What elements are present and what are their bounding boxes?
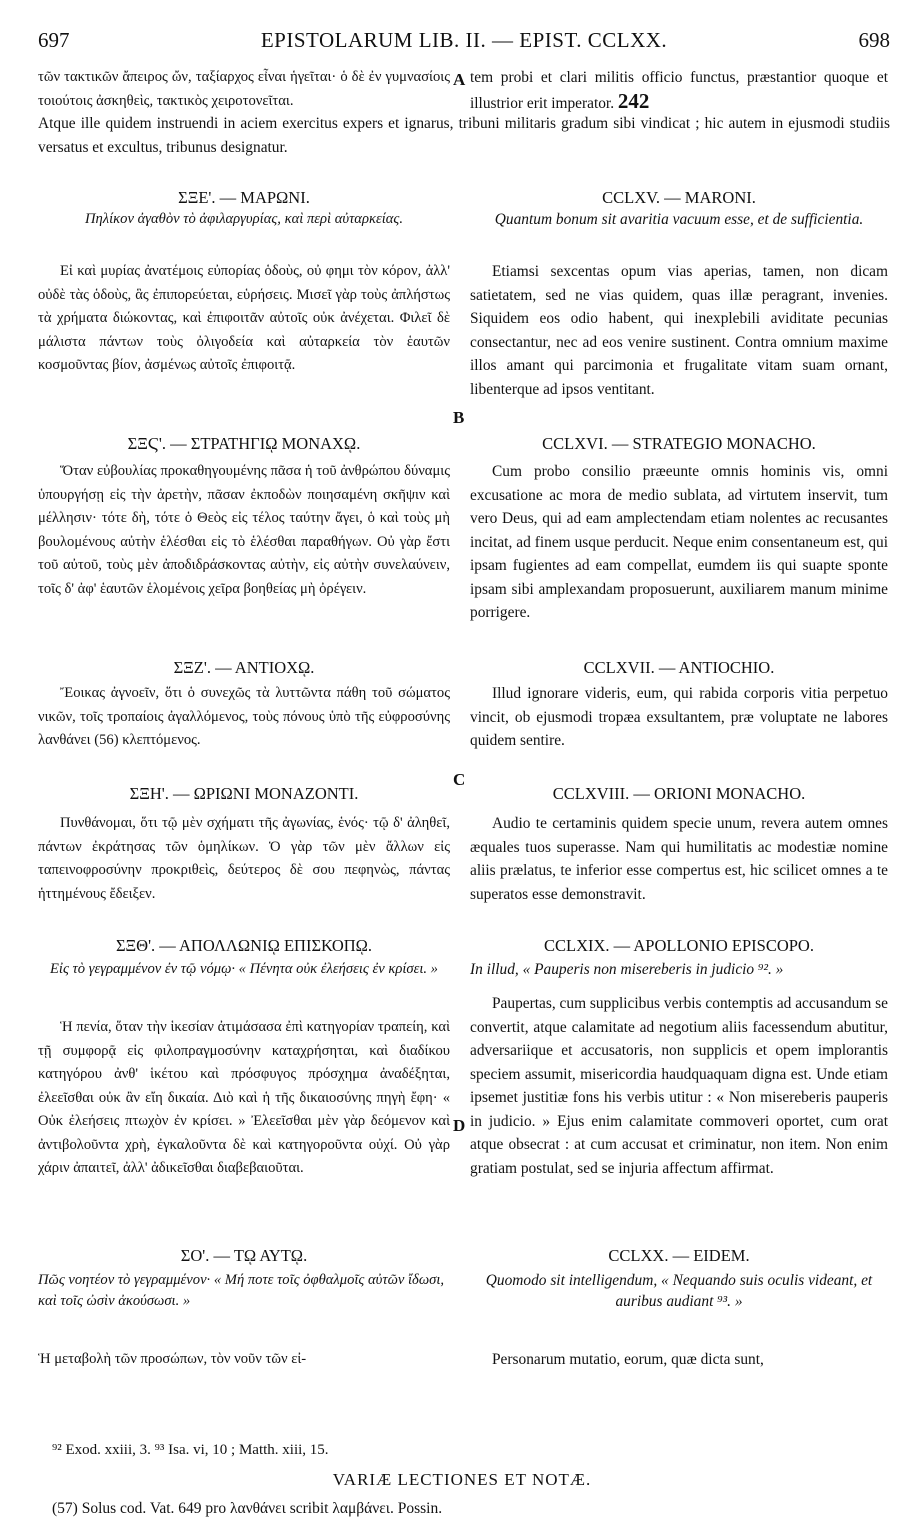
latin-intro-continuation-text: Atque ille quidem instruendi in aciem exercitus expers et ignarus, tribuni militaris gradum sibi vindicat ; hic autem in ejusmodi studiis versatus et excultus, tribunus designatur.: [38, 115, 890, 156]
latin-text-267: Illud ignorare videris, eum, qui rabida corporis vitia perpetuo vincit, ob ejusmodi tropæa exsultantem, præ voluptate ne labores quidem sentire.: [470, 685, 888, 749]
variae-lectiones-heading: VARIÆ LECTIONES ET NOTÆ.: [332, 1470, 592, 1489]
margin-marker-b: B: [453, 408, 465, 427]
latin-text-270: Personarum mutatio, eorum, quæ dicta sunt,: [492, 1351, 764, 1368]
greek-text-265: Εἰ καὶ μυρίας ἀνατέμοις εὐπορίας ὁδοὺς, οὐ φημι τὸν κόρον, ἀλλ' οὐδὲ τὰς ὁδοὺς, ἃς ἐπιπορεύεται, εὑρήσεις. Μισεῖ γὰρ τοὺς ἀπλήστως τὰ χρήματα διώκοντας, καὶ ἐπιφοιτᾶν αὐτοῖς οὐκ ἀνέχεται. Φιλεῖ δὲ μάλιστα πάντων τοὺς ὀλιγοδεία καὶ αὐταρκεία τὸν ἑαυτῶν κοσμοῦντας βίον, ἀσμένως αὐτοῖς ἐπιφοιτᾷ.: [38, 263, 450, 373]
greek-intro: τῶν τακτικῶν ἄπειρος ὤν, ταξίαρχος εἶναι ἡγεῖται· ὁ δὲ ἐν γυμνασίοις τοιούτοις ἀσκηθεὶς, τακτικὸς χειροτονεῖται.: [38, 69, 450, 109]
greek-text-270: Ἡ μεταβολὴ τῶν προσώπων, τὸν νοῦν τῶν εἰ-: [38, 1351, 307, 1367]
greek-heading-265: ΣΞΕ'. — ΜΑΡΩΝΙ.: [178, 188, 310, 207]
latin-subtitle-270: Quomodo sit intelligendum, « Nequando suis oculis videant, et auribus audiant ⁹³. »: [485, 1272, 873, 1310]
latin-subtitle-265: Quantum bonum sit avaritia vacuum esse, et de sufficientia.: [494, 211, 864, 228]
latin-text-265: Etiamsi sexcentas opum vias aperias, tamen, non dicam satietatem, sed ne vias quidem, quas illæ peragrant, invenies. Siquidem eos odio habent, qui inexplebili aviditate pecunias consectantur, nec ad eos venire sustinent. Contra omnium maxime illos amant qui parcimonia et frugalitate vitam suam ornant, libenterque ad ipsos ventitant.: [470, 263, 888, 398]
greek-heading-268: ΣΞΗ'. — ΩΡΙΩΝΙ ΜΟΝΑΖΟΝΤΙ.: [129, 784, 359, 803]
column-number-242: 242: [617, 88, 650, 113]
latin-text-266: Cum probo consilio præeunte omnis hominis vis, omni excusatione ac mora de medio sublata, ad virtutem inservit, tum vero Deus, qui ad eam amplectendam etiam nolentes ac recusantes incitat, ad finem usque perducit. Neque enim consentaneum est, qui ipsam fugientes ad eam compellat, eumdem iis qui suapte sponte ipsam sibi amplexandam proposuerunt, auxiliarem manum minime porrigere.: [470, 463, 888, 621]
greek-heading-266: ΣΞϚ'. — ΣΤΡΑΤΗΓΙῼ ΜΟΝΑΧῼ.: [127, 434, 361, 453]
latin-intro-a: tem probi et clari militis officio functus, præstantior quoque et illustrior erit imperator.: [470, 69, 888, 112]
greek-text-266: Ὅταν εὐβουλίας προκαθηγουμένης πᾶσα ἡ τοῦ ἀνθρώπου δύναμις ὑπουργήσῃ εἰς τὴν ἀρετὴν, πᾶσαν ἐκποδὼν ποιησαμένη σκῆψιν καὶ μέλλησιν· τότε δὴ, τότε ὁ Θεὸς εἰς τέλος ταύτην ἄγει, ὁ καὶ τοὺς μὴ βουλομένους αὐτὴν ἑλέσθαι εἰς τὸ ἑλέσθαι παραθήγων. Οὐ γὰρ ἔστι τοῦ αὐτοῦ, τοὺς μὲν ἀποδιδράσκοντας αὐτὴν, εἰς αὐτὴν συνελαύνειν, τοῖς δ' ἀφ' ἑαυτῶν ἑλομένοις χεῖρα βοηθείας μὴ ὀρέγειν.: [38, 463, 450, 597]
greek-heading-270: ΣΟ'. — Τῼ ΑΥΤῼ.: [180, 1246, 308, 1265]
variae-lectiones-note: (57) Solus cod. Vat. 649 pro λανθάνει scribit λαμβάνει. Possin.: [52, 1500, 443, 1517]
margin-marker-c: C: [453, 770, 466, 789]
margin-marker-a: A: [453, 70, 466, 89]
greek-text-269: Ἡ πενία, ὅταν τὴν ἱκεσίαν ἀτιμάσασα ἐπὶ κατηγορίαν τραπείη, καὶ τῇ συμφορᾷ εἰς φιλοπραγμοσύνην καταχρήσηται, καὶ διαδίκου κατηγόρου ἀνθ' ἱκέτου καὶ πρόσφυγος πρόσχημα ἀναδέξηται, ἐλεεῖσθαι οὐκ ἂν εἴη δικαία. Διὸ καὶ ἡ τῆς δικαιοσύνης πηγὴ ἔφη· « Οὐκ ἐλεήσεις πτωχὸν ἐν κρίσει. » Ἐλεεῖσθαι μὲν γὰρ δεόμενον καὶ ἀντιβολοῦντα χρὴ, ἐγκαλοῦντα δὲ καὶ κατηγοροῦντα οὐχί. Οὐ γὰρ χάριν ἀπαιτεῖ, ἀλλ' ἀδικεῖσθαι διαβεβαιοῦται.: [38, 1019, 450, 1176]
page-header: [38, 28, 890, 58]
greek-heading-267: ΣΞΖ'. — ΑΝΤΙΟΧῼ.: [173, 658, 315, 677]
latin-text-268: Audio te certaminis quidem specie unum, revera autem omnes æquales tuos superasse. Nam qui humilitatis ac modestiæ nomine aliis prælatus, te inferior esse compertus est, hic scilicet omnes a te superatos esse demonstravit.: [470, 815, 888, 903]
footnotes: ⁹² Exod. xxiii, 3. ⁹³ Isa. vi, 10 ; Matth. xiii, 15.: [52, 1442, 329, 1458]
latin-heading-269: CCLXIX. — APOLLONIO EPISCOPO.: [544, 936, 814, 955]
latin-heading-270: CCLXX. — EIDEM.: [608, 1246, 750, 1265]
greek-subtitle-265: Πηλίκον ἀγαθὸν τὸ ἀφιλαργυρίας, καὶ περὶ αὐταρκείας.: [85, 211, 403, 227]
latin-heading-267: CCLXVII. — ANTIOCHIO.: [583, 658, 775, 677]
margin-marker-d: D: [453, 1116, 466, 1135]
latin-text-269: Paupertas, cum supplicibus verbis contemptis ad accusandum se convertit, atque calamitate ad negotium aliis facessendum abutitur, adversariique et accusatoris, non supplicis et opem implorantis speciem assumit, misericordia haudquaquam digna est. Unde etiam ipsemet justitiæ fons his verbis utitur : « Non misereberis pauperis in judicio. » Ejus enim calamitate commoveri oportet, cum orat atque obsecrat : at cum accusat et criminatur, non item. Non enim gratiam postulat, sed se injuria affectum affirmat.: [470, 995, 888, 1177]
running-title: EPISTOLARUM LIB. II. — EPIST. CCLXX.: [260, 28, 668, 52]
greek-text-268: Πυνθάνομαι, ὅτι τῷ μὲν σχήματι τῆς ἀγωνίας, ἑνός· τῷ δ' ἀληθεῖ, πάντων ἐκράτησας τῶν ὁμηλίκων. Ὁ γὰρ τῶν μὲν ἄλλων εἰς ταπεινοφροσύνην προκριθεὶς, δεύτερος δὲ σου πεφηνὼς, πάντας ἡττημένους ἔδειξεν.: [38, 815, 450, 902]
greek-text-267: Ἔοικας ἀγνοεῖν, ὅτι ὁ συνεχῶς τὰ λυττῶντα πάθη τοῦ σώματος νικῶν, τοῖς τροπαίοις ἀγαλλόμενος, τοὺς πόνους ὑπὸ τῆς εὐφροσύνης λανθάνει (56) κλεπτόμενος.: [38, 685, 450, 748]
page-number-left: 697: [38, 28, 70, 52]
greek-heading-269: ΣΞΘ'. — ΑΠΟΛΛΩΝΙῼ ΕΠΙΣΚΟΠῼ.: [115, 936, 373, 955]
greek-subtitle-269: Εἰς τὸ γεγραμμένον ἐν τῷ νόμῳ· « Πένητα οὐκ ἐλεήσεις ἐν κρίσει. »: [50, 961, 438, 977]
page-number-right: 698: [858, 28, 890, 52]
latin-heading-266: CCLXVI. — STRATEGIO MONACHO.: [542, 434, 816, 453]
latin-subtitle-269: In illud, « Pauperis non misereberis in judicio ⁹². »: [470, 961, 784, 978]
greek-subtitle-270: Πῶς νοητέον τὸ γεγραμμένον· « Μή ποτε τοῖς ὀφθαλμοῖς αὐτῶν ἴδωσι, καὶ τοῖς ὠσὶν ἀκούσωσι. »: [38, 1272, 445, 1309]
latin-heading-265: CCLXV. — MARONI.: [602, 188, 756, 207]
latin-heading-268: CCLXVIII. — ORIONI MONACHO.: [552, 784, 806, 803]
